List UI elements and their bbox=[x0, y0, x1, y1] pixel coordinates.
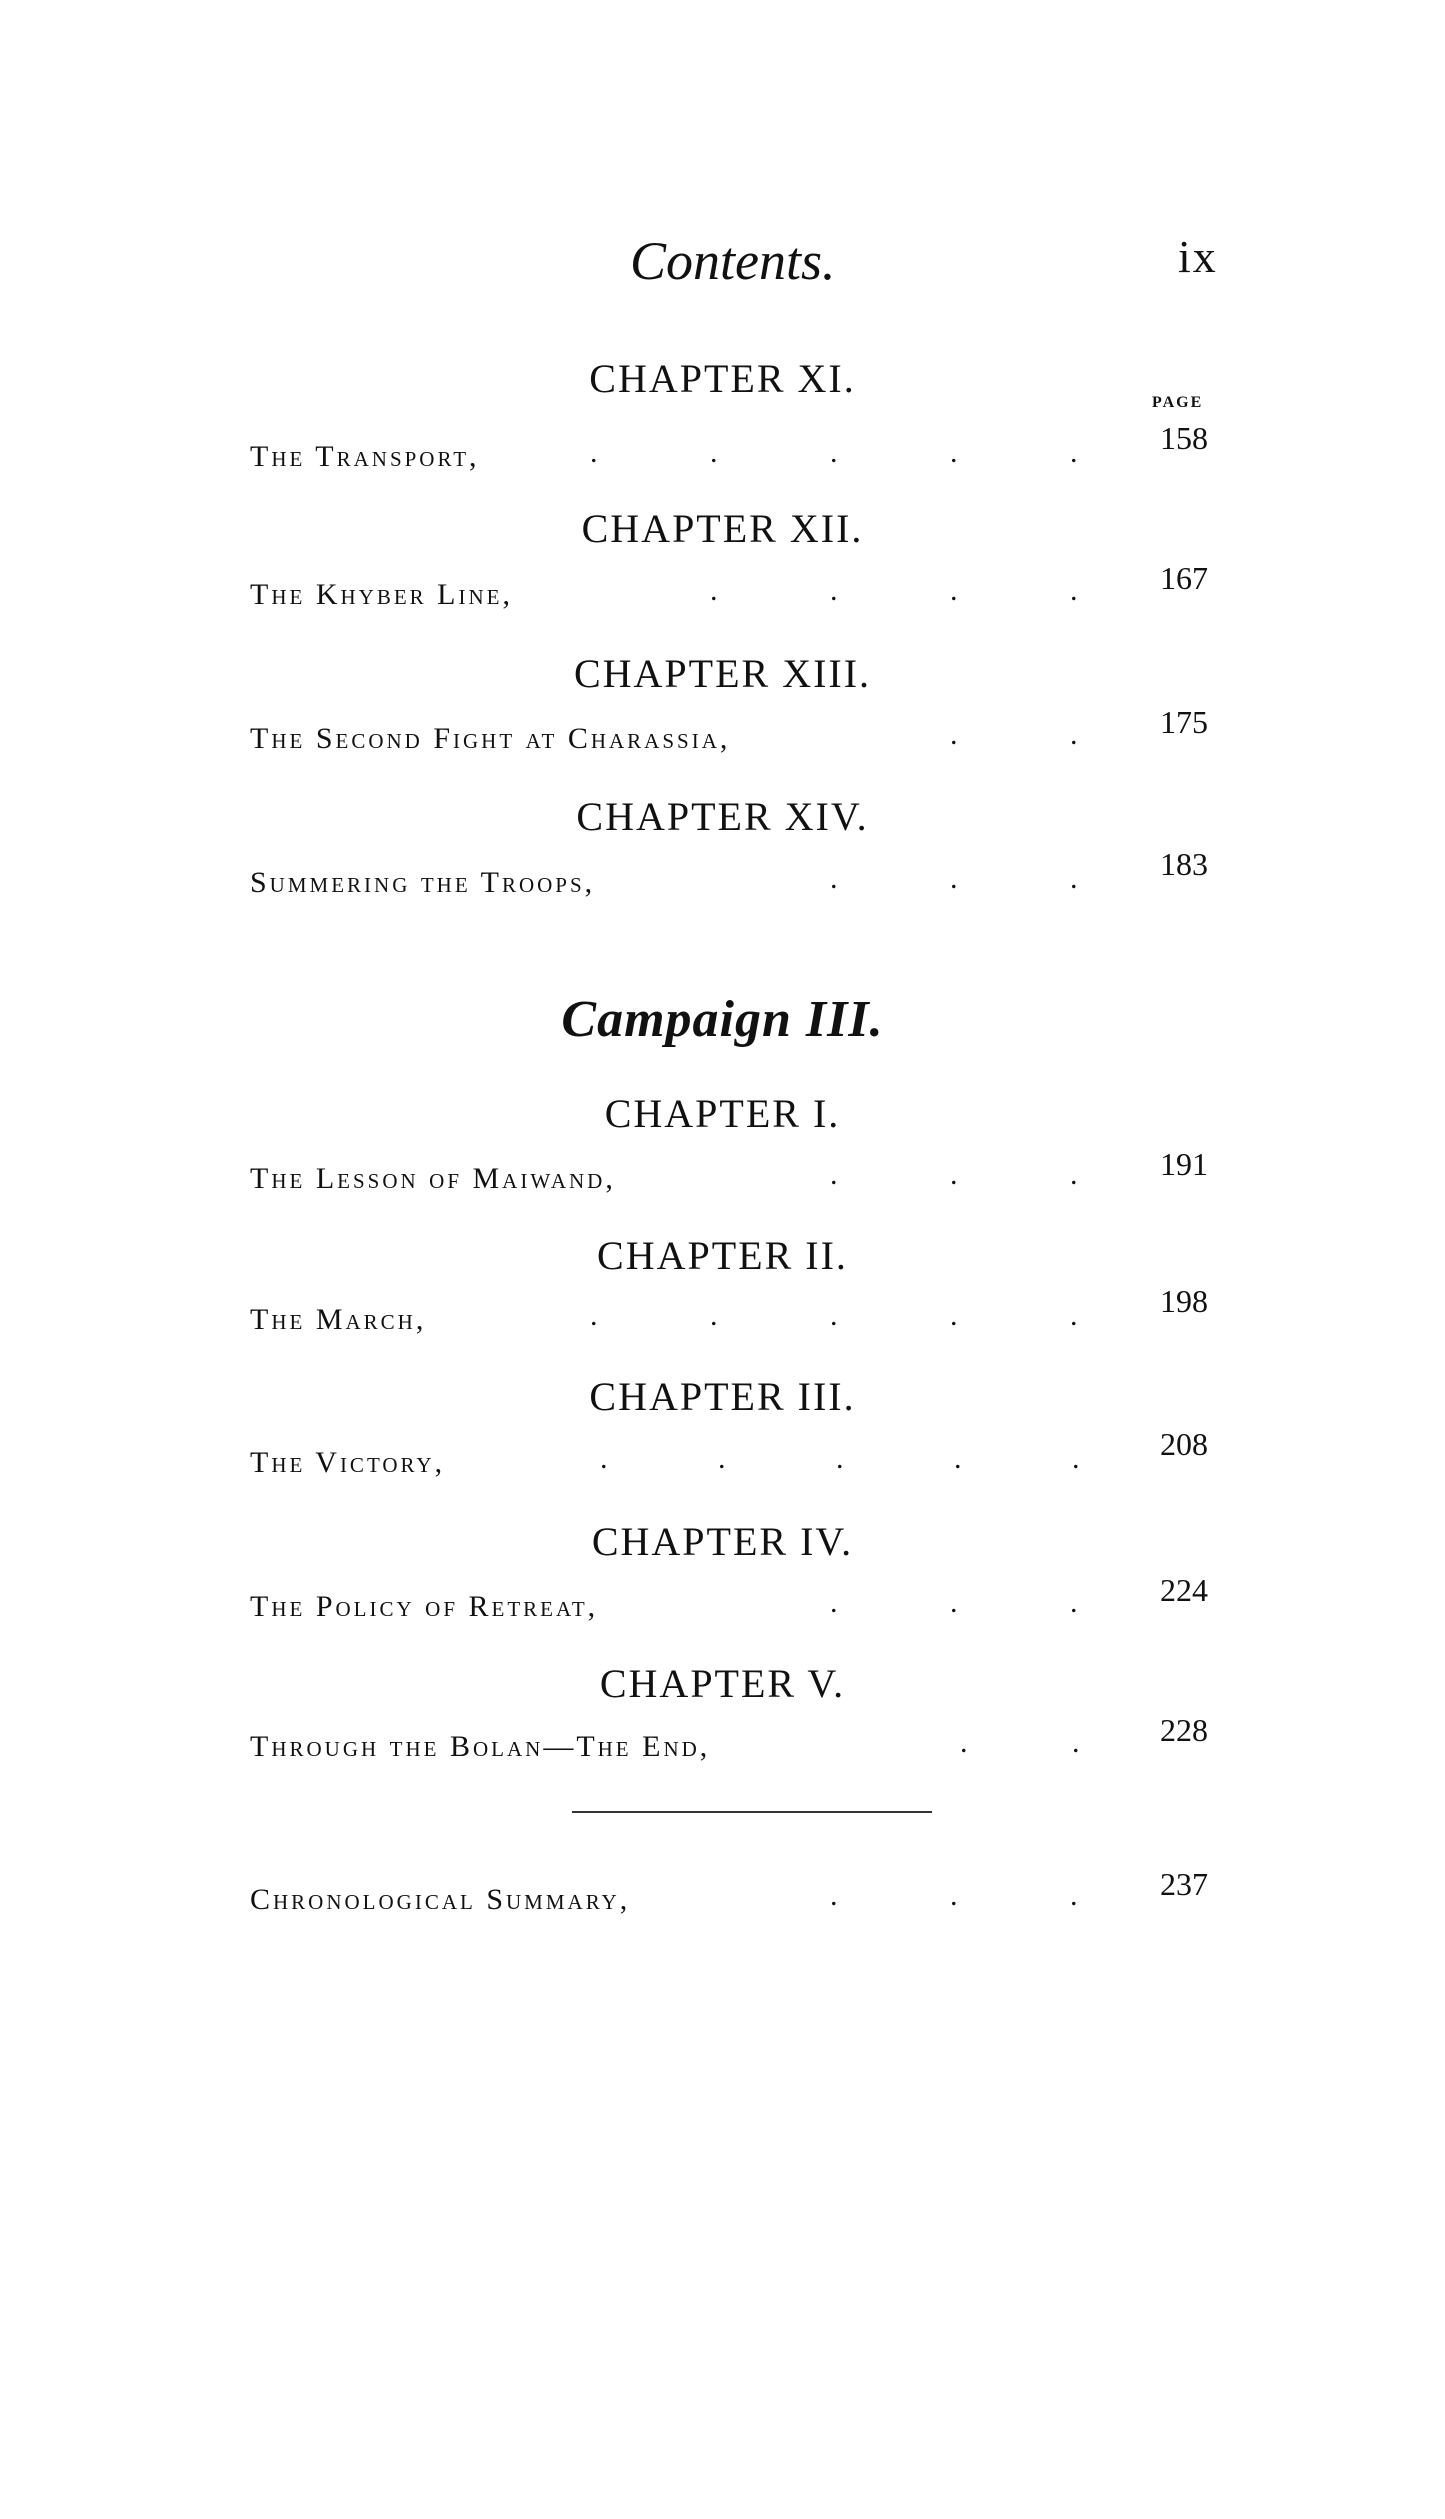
leader-dot: . bbox=[950, 718, 958, 751]
leader-dot: . bbox=[718, 1442, 726, 1475]
leader-dot: . bbox=[1070, 1879, 1078, 1912]
leader-dot: . bbox=[950, 1879, 958, 1912]
chapter-heading: CHAPTER XIV. bbox=[576, 794, 869, 839]
leader-dot: . bbox=[954, 1442, 962, 1475]
toc-entry-page: 228 bbox=[1160, 1712, 1208, 1748]
toc-entry-page: 198 bbox=[1160, 1283, 1208, 1319]
leader-dot: . bbox=[600, 1442, 608, 1475]
leader-dot: . bbox=[830, 1158, 838, 1191]
toc-entry-title: The Transport, bbox=[250, 440, 480, 473]
leader-dot: . bbox=[710, 574, 718, 607]
toc-entry-page: 191 bbox=[1160, 1146, 1208, 1182]
chapter-heading: CHAPTER V. bbox=[599, 1661, 846, 1706]
chapter-heading: CHAPTER IV. bbox=[591, 1519, 854, 1564]
chapter-heading: CHAPTER II. bbox=[597, 1233, 848, 1278]
running-head bbox=[0, 230, 1445, 300]
leader-dot: . bbox=[830, 1299, 838, 1332]
chapter-heading: CHAPTER XIII. bbox=[573, 651, 872, 696]
leader-dot: . bbox=[830, 574, 838, 607]
leader-dot: . bbox=[1070, 436, 1078, 469]
toc-entry-title: The Khyber Line, bbox=[250, 578, 513, 611]
leader-dot: . bbox=[1070, 1299, 1078, 1332]
toc-entry-page: 208 bbox=[1160, 1426, 1208, 1462]
toc-entry-page: 158 bbox=[1160, 420, 1208, 456]
chapter-heading: CHAPTER III. bbox=[589, 1374, 856, 1419]
leader-dot: . bbox=[830, 1586, 838, 1619]
chapter-heading: CHAPTER I. bbox=[604, 1091, 841, 1136]
leader-dot: . bbox=[710, 1299, 718, 1332]
leader-dot: . bbox=[950, 1299, 958, 1332]
leader-dot: . bbox=[830, 436, 838, 469]
leader-dot: . bbox=[1070, 1158, 1078, 1191]
leader-dot: . bbox=[1072, 1726, 1080, 1759]
leader-dot: . bbox=[830, 1879, 838, 1912]
leader-dot: . bbox=[1072, 1442, 1080, 1475]
toc-entry-title: Through the Bolan—The End, bbox=[250, 1730, 711, 1763]
leader-dot: . bbox=[1070, 1586, 1078, 1619]
chapter-heading: CHAPTER XI. bbox=[589, 356, 856, 401]
leader-dot: . bbox=[590, 1299, 598, 1332]
page-number: ix bbox=[1178, 231, 1218, 282]
toc-entry-page: 175 bbox=[1160, 704, 1208, 740]
leader-dot: . bbox=[1070, 574, 1078, 607]
leader-dot: . bbox=[950, 436, 958, 469]
leader-dot: . bbox=[590, 436, 598, 469]
page-column-label: PAGE bbox=[1152, 394, 1204, 411]
toc-entry-page: 183 bbox=[1160, 846, 1208, 882]
leader-dot: . bbox=[950, 1158, 958, 1191]
leader-dot: . bbox=[830, 862, 838, 895]
toc-entry-title: Summering the Troops, bbox=[250, 866, 596, 899]
leader-dot: . bbox=[950, 574, 958, 607]
toc-entry-title: The Victory, bbox=[250, 1446, 446, 1479]
section-divider-rule bbox=[572, 1811, 932, 1813]
toc-entry-title: The Lesson of Maiwand, bbox=[250, 1162, 616, 1195]
leader-dot: . bbox=[710, 436, 718, 469]
chapter-heading: CHAPTER XII. bbox=[581, 506, 864, 551]
toc-entry-page: 224 bbox=[1160, 1572, 1208, 1608]
toc-entry-title: The March, bbox=[250, 1303, 427, 1336]
campaign-heading: Campaign III. bbox=[561, 991, 884, 1048]
leader-dot: . bbox=[950, 1586, 958, 1619]
toc-entry-page: 237 bbox=[1160, 1866, 1208, 1902]
leader-dot: . bbox=[1070, 718, 1078, 751]
leader-dot: . bbox=[950, 862, 958, 895]
toc-entry-title: The Policy of Retreat, bbox=[250, 1590, 599, 1623]
leader-dot: . bbox=[836, 1442, 844, 1475]
running-title: Contents. bbox=[630, 231, 836, 291]
leader-dot: . bbox=[960, 1726, 968, 1759]
leader-dot: . bbox=[1070, 862, 1078, 895]
toc-entry-title: Chronological Summary, bbox=[250, 1883, 631, 1916]
toc-entry-page: 167 bbox=[1160, 560, 1208, 596]
toc-entry-title: The Second Fight at Charassia, bbox=[250, 722, 731, 755]
